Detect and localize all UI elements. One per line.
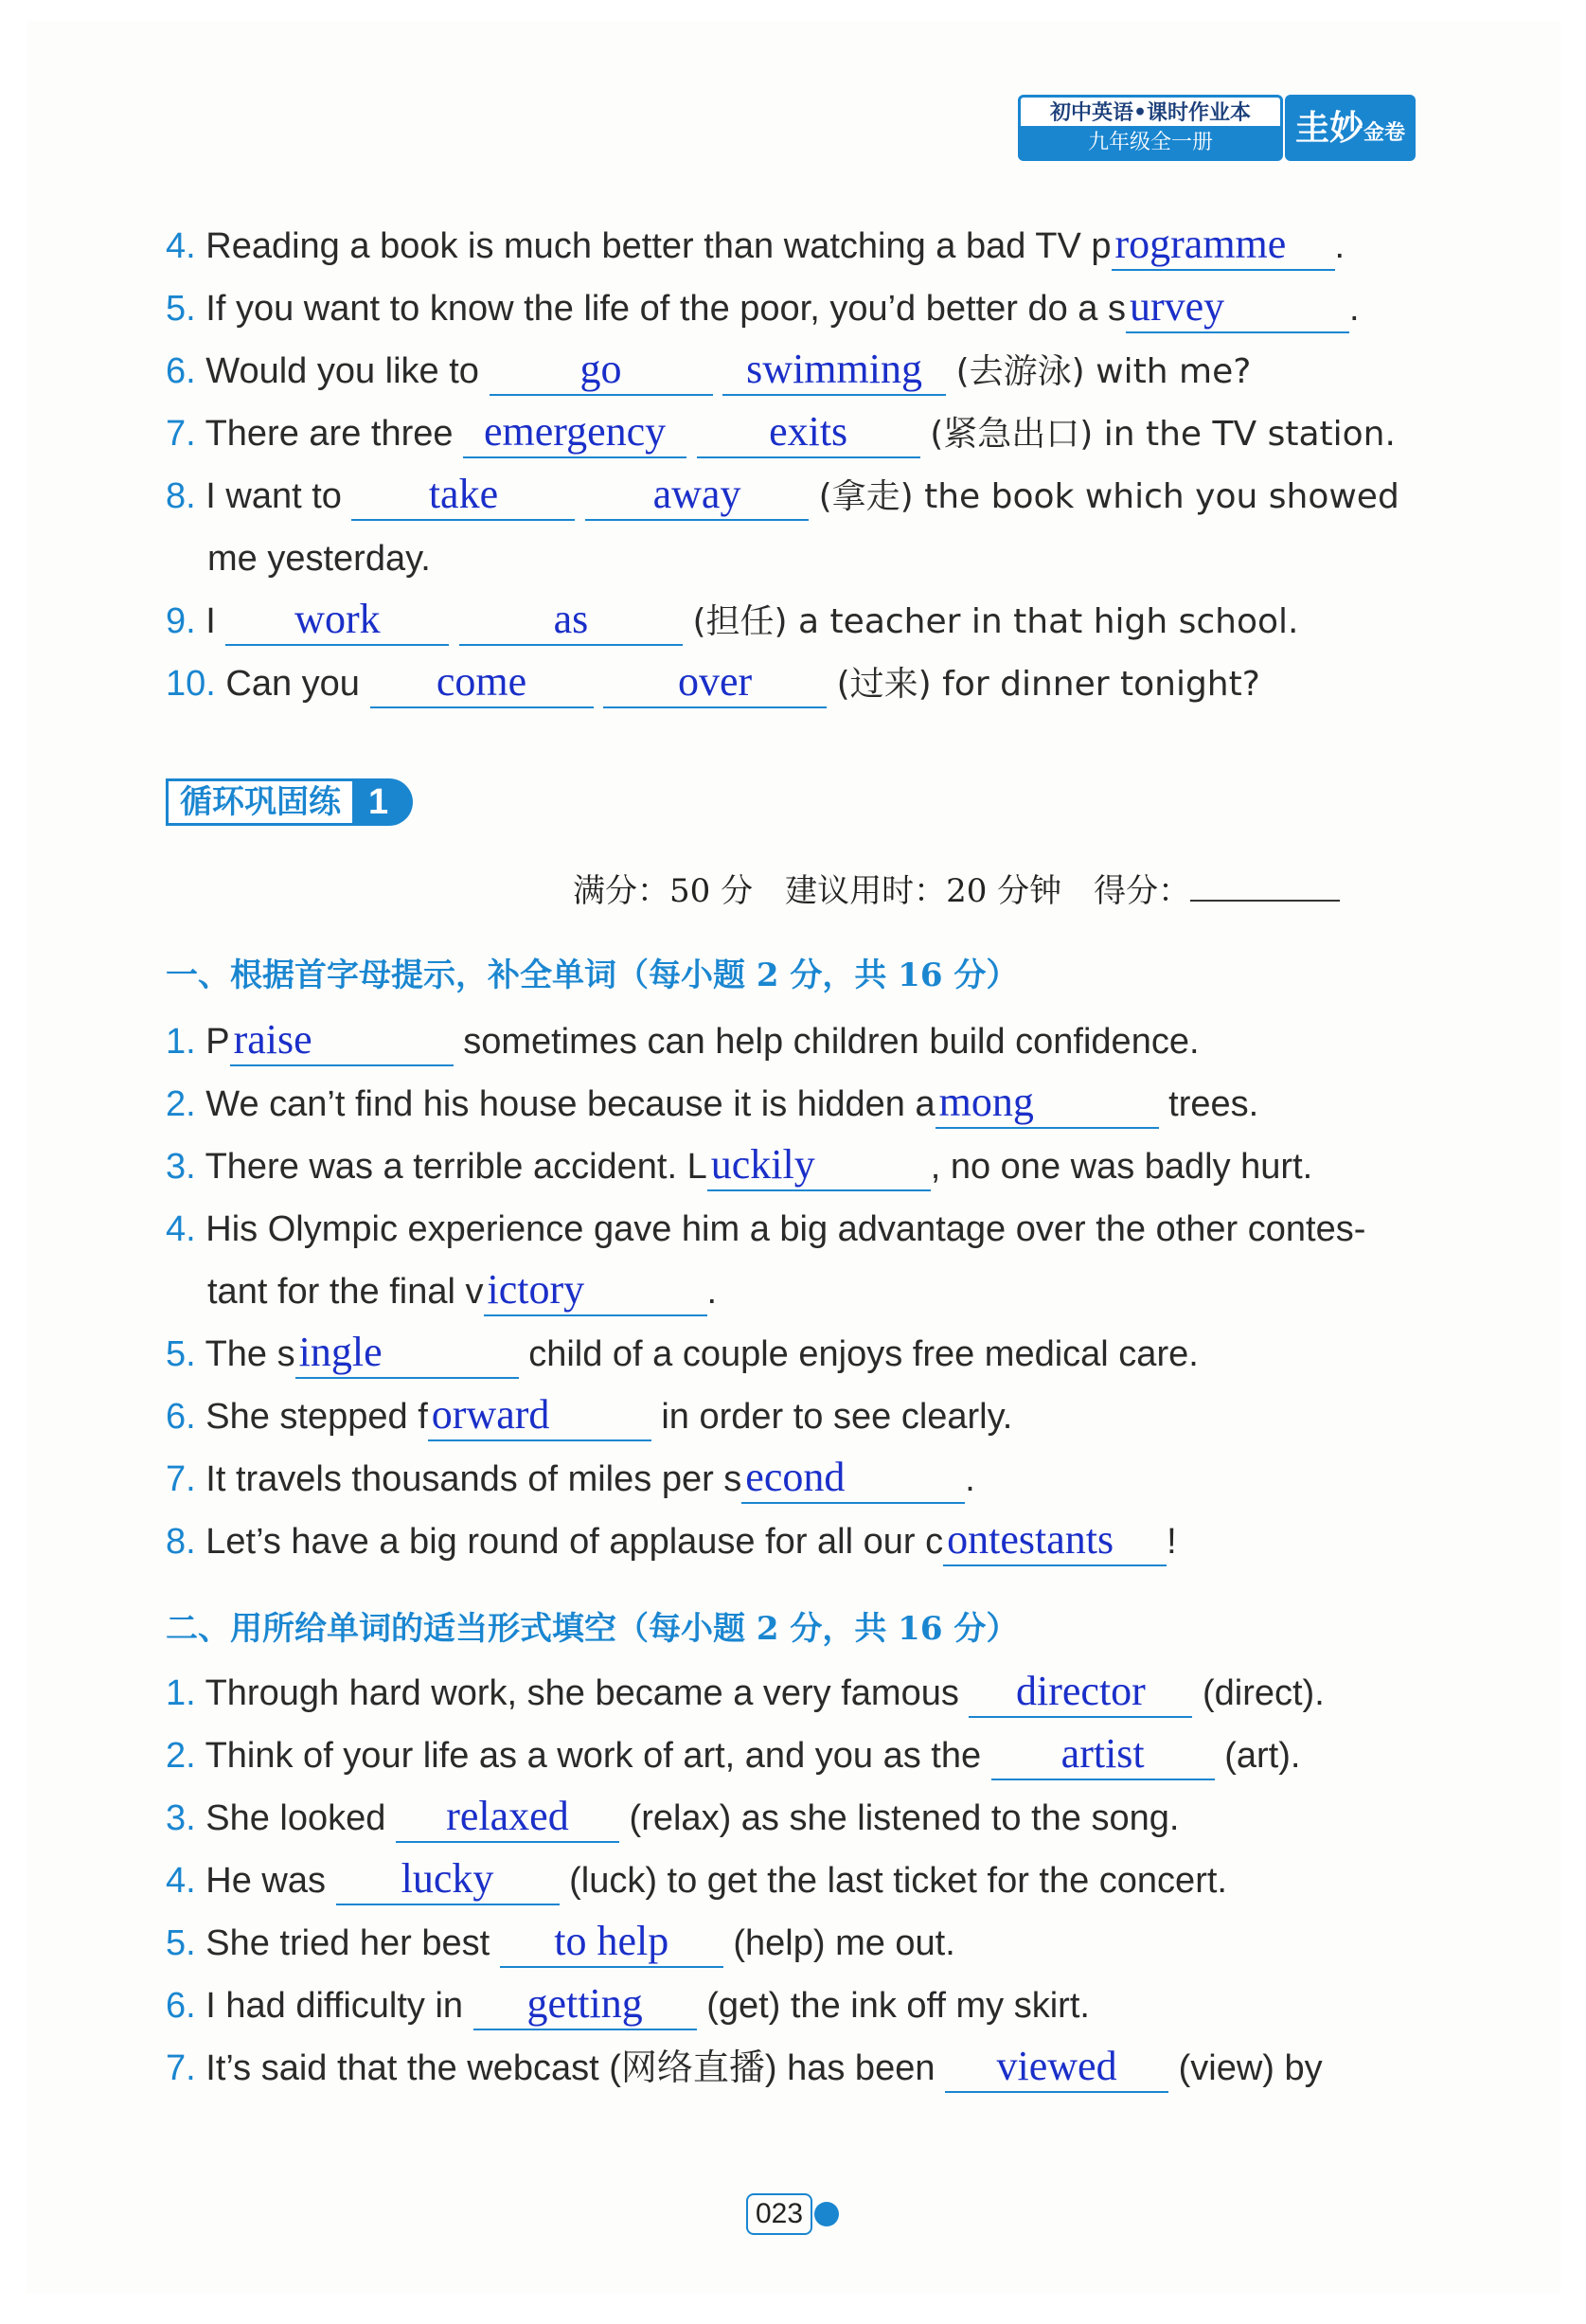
item-text: in order to see clearly. bbox=[661, 1397, 1013, 1437]
item-text: She tried her best bbox=[205, 1923, 490, 1963]
answer-blank[interactable]: ontestants bbox=[943, 1515, 1167, 1566]
page-number bbox=[746, 2193, 841, 2237]
exercise-line bbox=[166, 1203, 1365, 1256]
exercise-line bbox=[166, 1667, 1325, 1720]
answer-blank[interactable]: ictory bbox=[484, 1265, 707, 1316]
item-text: . bbox=[1348, 289, 1360, 329]
item-text: (view) by bbox=[1178, 2048, 1323, 2088]
answer-blank[interactable]: orward bbox=[428, 1390, 651, 1441]
item-number: 2. bbox=[166, 1736, 196, 1776]
exercise-line bbox=[166, 1792, 1179, 1845]
item-number: 5. bbox=[166, 1334, 196, 1374]
page-number-text: 023 bbox=[746, 2193, 812, 2235]
answer-blank[interactable]: artist bbox=[991, 1729, 1215, 1780]
answer-blank[interactable]: over bbox=[603, 657, 827, 708]
item-number: 1. bbox=[166, 1673, 196, 1713]
item-text: (luck) to get the last ticket for the concert. bbox=[569, 1861, 1227, 1901]
exercise-line bbox=[166, 1015, 1200, 1068]
item-text: (过来) for dinner tonight? bbox=[836, 665, 1260, 704]
item-number: 6. bbox=[166, 351, 196, 391]
answer-blank[interactable]: work bbox=[225, 595, 449, 646]
exercise-line bbox=[166, 1729, 1300, 1782]
item-text: There was a terrible accident. L bbox=[205, 1147, 707, 1187]
exercise-line bbox=[166, 2042, 1323, 2095]
item-text: It’s said that the webcast (网络直播) has been bbox=[205, 2048, 936, 2088]
item-text: She stepped f bbox=[205, 1397, 428, 1437]
item-text: (担任) a teacher in that high school. bbox=[692, 602, 1299, 641]
item-number: 7. bbox=[166, 2048, 196, 2088]
item-text: (art). bbox=[1224, 1736, 1301, 1776]
item-text: It travels thousands of miles per s bbox=[205, 1459, 742, 1499]
section-title: 循环巩固练 bbox=[166, 778, 355, 826]
item-text: , no one was badly hurt. bbox=[930, 1147, 1313, 1187]
exercise-line bbox=[166, 1453, 975, 1506]
item-number: 7. bbox=[166, 1459, 196, 1499]
answer-blank[interactable]: mong bbox=[936, 1078, 1159, 1129]
item-number: 3. bbox=[166, 1147, 196, 1187]
item-number: 4. bbox=[166, 1861, 196, 1901]
answer-blank[interactable]: come bbox=[370, 657, 594, 708]
item-text: P bbox=[205, 1022, 230, 1062]
item-text: Think of your life as a work of art, and you as the bbox=[205, 1736, 982, 1776]
answer-blank[interactable]: relaxed bbox=[396, 1792, 619, 1843]
item-text: . bbox=[1334, 226, 1345, 266]
badge-title-box bbox=[1018, 95, 1283, 161]
item-number: 7. bbox=[166, 414, 196, 454]
item-number: 6. bbox=[166, 1397, 196, 1437]
exercise-line bbox=[166, 657, 1260, 711]
item-text: His Olympic experience gave him a big advantage over the other contes- bbox=[205, 1209, 1366, 1249]
item-text: Would you like to bbox=[205, 351, 479, 391]
item-text: (拿走) the book which you showed bbox=[818, 477, 1399, 516]
exercise-line bbox=[166, 407, 1396, 461]
item-number: 4. bbox=[166, 226, 196, 266]
exercise-line bbox=[166, 1515, 1177, 1568]
exercise-line bbox=[166, 345, 1251, 399]
item-text: I bbox=[205, 601, 216, 641]
item-text: The s bbox=[205, 1334, 295, 1374]
answer-blank[interactable]: as bbox=[459, 595, 683, 646]
item-text: trees. bbox=[1168, 1084, 1259, 1124]
item-text: (direct). bbox=[1202, 1673, 1325, 1713]
exercise-line bbox=[166, 220, 1345, 273]
item-text: . bbox=[706, 1272, 718, 1312]
item-text: There are three bbox=[205, 414, 454, 454]
exercise-line bbox=[166, 1140, 1312, 1193]
item-text: Let’s have a big round of applause for all our c bbox=[205, 1522, 944, 1562]
badge-grade: 九年级全一册 bbox=[1021, 126, 1280, 158]
score-text: 满分：50 分 建议用时：20 分钟 得分： bbox=[573, 872, 1191, 910]
answer-blank[interactable]: ingle bbox=[295, 1328, 519, 1379]
answer-blank[interactable]: econd bbox=[741, 1453, 965, 1504]
item-text: child of a couple enjoys free medical care. bbox=[528, 1334, 1199, 1374]
item-text: If you want to know the life of the poor, you’d better do a s bbox=[205, 289, 1126, 329]
answer-blank[interactable]: emergency bbox=[463, 407, 686, 458]
answer-blank[interactable]: director bbox=[969, 1667, 1192, 1718]
item-number: 9. bbox=[166, 601, 196, 641]
exercise-line bbox=[166, 470, 1399, 524]
item-number: 5. bbox=[166, 1923, 196, 1963]
exercise-line-continued bbox=[207, 1265, 717, 1318]
answer-blank[interactable]: raise bbox=[230, 1015, 454, 1066]
brand-logo-text: 圭妙 bbox=[1294, 108, 1363, 148]
item-text: She looked bbox=[205, 1798, 386, 1838]
exercise-line bbox=[166, 1078, 1258, 1131]
item-number: 3. bbox=[166, 1798, 196, 1838]
answer-blank[interactable]: uckily bbox=[707, 1140, 931, 1191]
item-text: Through hard work, she became a very famous bbox=[205, 1673, 959, 1713]
item-text: (紧急出口) in the TV station. bbox=[930, 415, 1396, 454]
item-number: 8. bbox=[166, 1522, 196, 1562]
item-number: 6. bbox=[166, 1986, 196, 2026]
exercise-line bbox=[166, 1328, 1199, 1381]
exercise-line bbox=[166, 1979, 1090, 2032]
answer-blank[interactable]: exits bbox=[697, 407, 920, 458]
item-text: Can you bbox=[225, 664, 360, 704]
item-number: 8. bbox=[166, 476, 196, 516]
answer-blank[interactable]: go bbox=[490, 345, 713, 396]
badge-title: 初中英语•课时作业本 bbox=[1049, 100, 1252, 125]
answer-blank[interactable]: getting bbox=[473, 1979, 697, 2030]
score-line bbox=[573, 862, 1340, 916]
section-tab bbox=[166, 778, 413, 826]
score-blank[interactable] bbox=[1190, 862, 1340, 902]
answer-blank[interactable]: lucky bbox=[336, 1854, 560, 1905]
exercise-line bbox=[166, 1390, 1012, 1443]
item-text: I want to bbox=[205, 476, 342, 516]
exercise-line bbox=[166, 1854, 1227, 1907]
exercise-line-continued: me yesterday. bbox=[207, 539, 431, 579]
item-text: Reading a book is much better than watching a bad TV p bbox=[205, 226, 1112, 266]
item-text: We can’t find his house because it is hidden a bbox=[205, 1084, 936, 1124]
answer-blank[interactable]: away bbox=[585, 470, 809, 521]
answer-blank[interactable]: viewed bbox=[945, 2042, 1168, 2093]
brand-logo-sub: 金卷 bbox=[1363, 120, 1406, 145]
exercise-line bbox=[166, 282, 1360, 335]
answer-blank[interactable]: to help bbox=[500, 1917, 723, 1968]
item-number: 2. bbox=[166, 1084, 196, 1124]
item-text: (help) me out. bbox=[733, 1923, 955, 1963]
item-text: (relax) as she listened to the song. bbox=[629, 1798, 1180, 1838]
item-number: 1. bbox=[166, 1022, 196, 1062]
series-badge bbox=[1018, 95, 1416, 161]
item-text: (去游泳) with me? bbox=[955, 352, 1252, 391]
item-number: 5. bbox=[166, 289, 196, 329]
page-number-dot-icon bbox=[814, 2202, 839, 2226]
exercise-line bbox=[166, 595, 1298, 649]
item-text: tant for the final v bbox=[207, 1272, 484, 1312]
answer-blank[interactable]: swimming bbox=[722, 345, 946, 396]
brand-logo bbox=[1285, 95, 1416, 161]
exercise-line bbox=[166, 1917, 955, 1970]
answer-blank[interactable]: urvey bbox=[1126, 282, 1349, 333]
item-text: I had difficulty in bbox=[205, 1986, 464, 2026]
item-text: He was bbox=[205, 1861, 326, 1901]
exercise-heading-1: 一、根据首字母提示，补全单词（每小题 2 分，共 16 分） bbox=[166, 956, 1019, 994]
item-text: sometimes can help children build confidence. bbox=[463, 1022, 1200, 1062]
item-number: 10. bbox=[166, 664, 216, 704]
item-text: ! bbox=[1167, 1522, 1177, 1562]
item-text: . bbox=[965, 1459, 975, 1499]
item-number: 4. bbox=[166, 1209, 196, 1249]
answer-blank[interactable]: take bbox=[351, 470, 575, 521]
answer-blank[interactable]: rogramme bbox=[1112, 220, 1335, 271]
item-text: (get) the ink off my skirt. bbox=[706, 1986, 1090, 2026]
section-number: 1 bbox=[355, 778, 413, 826]
exercise-heading-2: 二、用所给单词的适当形式填空（每小题 2 分，共 16 分） bbox=[166, 1610, 1019, 1648]
